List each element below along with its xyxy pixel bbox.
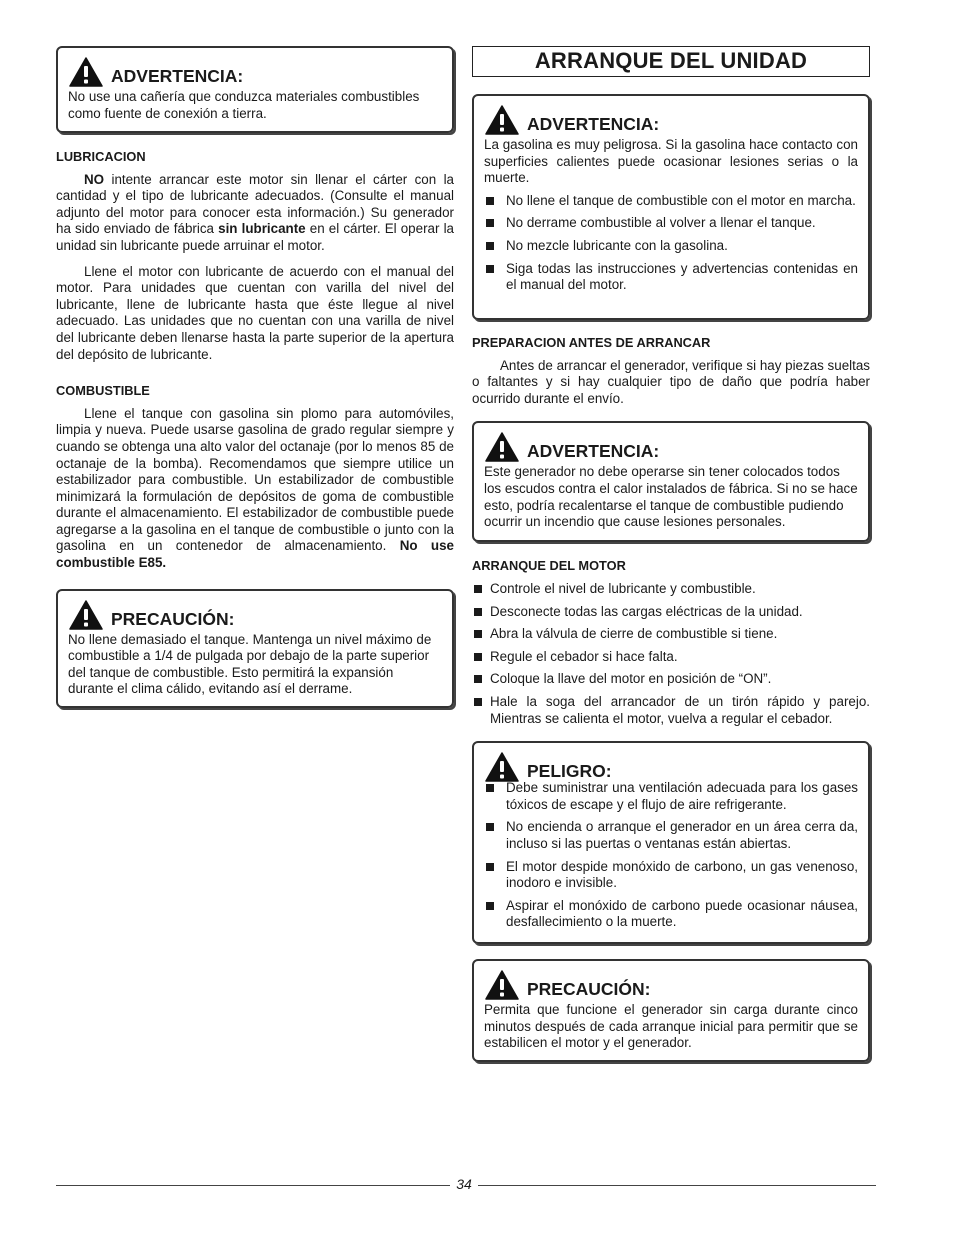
warning-header <box>485 105 858 135</box>
section-heading-combustible: COMBUSTIBLE <box>56 383 150 399</box>
footer-rule-left <box>56 1185 450 1186</box>
combustible-paragraph <box>56 406 454 572</box>
caution-title: PRECAUCIÓN: <box>111 608 235 629</box>
warning-triangle-icon <box>485 105 519 135</box>
emphasis-sin-lubricante: sin lubricante <box>218 221 306 237</box>
text-run: intente arrancar este motor sin llenar el cárter con la cantidad y el tipo de lubricante adecuados. (Consulte el manual adjunto del motor para conocer esta información.) Su generador ha sido enviado de fábrica <box>56 171 454 237</box>
warning-header <box>485 432 858 462</box>
caution-header <box>69 600 442 630</box>
warning-title: ADVERTENCIA: <box>527 441 660 462</box>
list-item: Coloque la llave del motor en posición de “ON”. <box>472 671 870 688</box>
warning-text: Este generador no debe operarse sin tener colocados todos los escudos contra el calor instalados de fábrica. Si no se hace esto, podría recalentarse el tanque de combustible pudiendo ocurrir un incendio que cause lesiones personales. <box>484 464 858 530</box>
list-item: Controle el nivel de lubricante y combustible. <box>472 581 870 598</box>
list-item: El motor despide monóxido de carbono, un gas venenoso, inodoro e invisible. <box>484 859 858 892</box>
danger-list <box>484 780 858 931</box>
danger-box <box>472 741 870 944</box>
warning-triangle-icon <box>69 600 103 630</box>
list-item: No encienda o arranque el generador en un área cerra da, incluso si las puertas o ventanas están abiertas. <box>484 819 858 852</box>
lubricacion-paragraph-1 <box>56 172 454 255</box>
warning-title: ADVERTENCIA: <box>111 66 244 86</box>
section-heading-preparacion: PREPARACION ANTES DE ARRANCAR <box>472 335 711 350</box>
caution-text: No llene demasiado el tanque. Mantenga un nivel máximo de combustible a 1/4 de pulgada por debajo de la parte superior del tanque de combustible. Esto permitirá la expansión durante el clima cálido, evitando así el derrame. <box>68 631 432 697</box>
list-item: Siga todas las instrucciones y advertencias contenidas en el manual del motor. <box>484 261 858 294</box>
list-item: Regule el cebador si hace falta. <box>472 649 870 666</box>
preparacion-paragraph: Antes de arrancar el generador, verifique si hay piezas sueltas o faltantes y si hay cualquier tipo de daño que podría haber ocurrido durante el envío. <box>472 357 870 406</box>
text-run: en el cárter. El operar la unidad sin lubricante puede arruinar el motor. <box>56 221 455 253</box>
warning-triangle-icon <box>485 432 519 462</box>
list-item: No derrame combustible al volver a llenar el tanque. <box>484 215 858 232</box>
emphasis-e85: No use combustible E85. <box>56 538 454 571</box>
warning-list <box>484 193 858 294</box>
danger-header <box>485 752 858 782</box>
lubricacion-paragraph-2: Llene el motor con lubricante de acuerdo con el manual del motor. Para unidades que cuentan con varilla del nivel del lubricante, llene de lubricante hasta que éste llegue al nivel adecuado. Las unidades que no cuentan con una varilla de nivel del lubricante deben llenarse hasta la parte superior de la apertura del depósito de lubricante. <box>56 263 454 362</box>
footer-rule-right <box>478 1185 876 1186</box>
list-item: Debe suministrar una ventilación adecuada para los gases tóxicos de escape y el flujo de aire refrigerante. <box>484 780 858 813</box>
page-title: ARRANQUE DEL UNIDAD <box>472 46 870 77</box>
caution-title: PRECAUCIÓN: <box>527 979 651 1000</box>
warning-text: La gasolina es muy peligrosa. Si la gasolina hace contacto con superficies calientes puede ocasionar lesiones serias o la muerte. <box>484 137 858 186</box>
list-item: No llene el tanque de combustible con el motor en marcha. <box>484 193 858 210</box>
emphasis-no: NO <box>84 171 105 187</box>
right-column <box>472 46 870 1062</box>
caution-header <box>485 970 858 1000</box>
page-number: 34 <box>456 1176 472 1192</box>
warning-box-grounding <box>56 46 454 133</box>
warning-box-gasoline <box>472 94 870 320</box>
list-item: Aspirar el monóxido de carbono puede ocasionar náusea, desfallecimiento o la muerte. <box>484 898 858 931</box>
arranque-steps-list <box>472 581 870 727</box>
warning-text: No use una cañería que conduzca materiales combustibles como fuente de conexión a tierra. <box>68 89 420 121</box>
danger-title: PELIGRO: <box>527 761 612 782</box>
warning-triangle-icon <box>69 57 103 87</box>
warning-triangle-icon <box>485 752 519 782</box>
caution-text: Permita que funcione el generador sin carga durante cinco minutos después de cada arranque inicial para permitir que se estabilicen el motor y el generador. <box>484 1002 858 1051</box>
text-run: Llene el tanque con gasolina sin plomo para automóviles, limpia y nueva. Puede usarse gasolina de grado regular siempre y cuando se obtenga una alto valor del octanaje (por lo menos 85 de octanaje de la bomba). Recomendamos que siempre utilice un estabilizador para combustible. Un estabilizador de combustible minimizará la formulación de depósitos de goma de combustible durante el almacenamiento. El estabilizador de combustible puede agregarse a la gasolina en el tanque de combustible o junto con la gasolina en un contenedor de almacenamiento. <box>56 405 454 554</box>
warning-triangle-icon <box>485 970 519 1000</box>
warning-header <box>69 57 442 87</box>
section-heading-arranque: ARRANQUE DEL MOTOR <box>472 558 626 574</box>
list-item: Desconecte todas las cargas eléctricas de la unidad. <box>472 604 870 621</box>
warning-title: ADVERTENCIA: <box>527 114 660 134</box>
list-item: Abra la válvula de cierre de combustible si tiene. <box>472 626 870 643</box>
caution-box-no-load <box>472 959 870 1062</box>
list-item: No mezcle lubricante con la gasolina. <box>484 238 858 255</box>
warning-box-heat-shields <box>472 421 870 542</box>
section-heading-lubricacion: LUBRICACION <box>56 149 146 164</box>
caution-box-overfill <box>56 589 454 708</box>
list-item: Hale la soga del arrancador de un tirón rápido y parejo. Mientras se calienta el motor, vuelva a regular el cebador. <box>472 694 870 727</box>
left-column <box>56 46 454 708</box>
